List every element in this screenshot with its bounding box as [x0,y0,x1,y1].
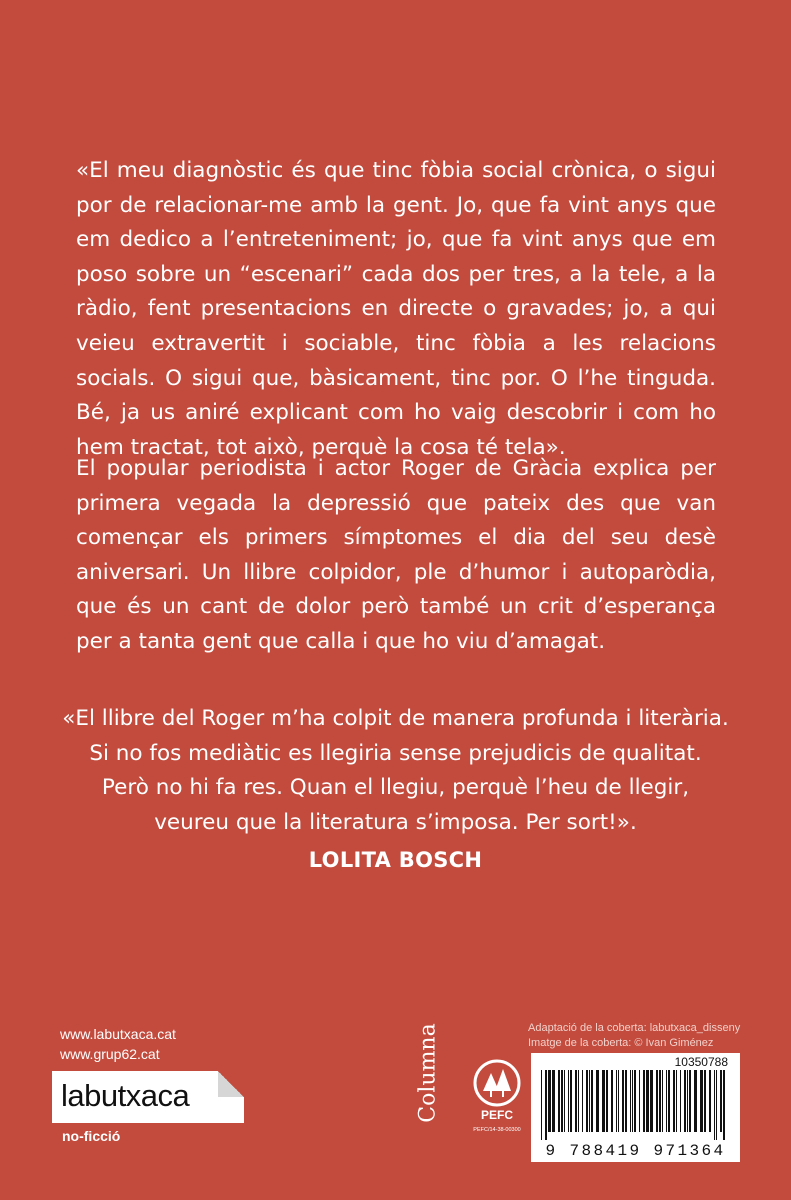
barcode-bar [704,1070,706,1132]
barcode-bar [723,1070,725,1140]
barcode-bar [611,1070,613,1132]
barcode-bar [666,1070,667,1132]
blurb-paragraph-2: El popular periodista i actor Roger de Gràcia explica per primera vegada la depressió que pateix des que van començar els primers símptomes el dia del seu desè aniversari. Un llibre colpidor, ple d’humor i autoparòdia, que és un cant de dolor però també un crit d’esperança per a tanta gent que calla i que ho viu d’amagat. [76,456,716,654]
review-quote [60,702,731,840]
barcode-bar [646,1070,649,1132]
review-line: «El llibre del Roger m’ha colpit de manera profunda i literària. [62,706,729,731]
barcode-bar [618,1070,619,1132]
barcode-bar [561,1070,563,1132]
review-line: Si no fos mediàtic es llegiria sense prejudicis de qualitat. [89,740,702,766]
barcode-bar [564,1070,565,1132]
pefc-certification [469,1059,525,1139]
barcode-bar [575,1070,577,1132]
barcode-bar [630,1070,631,1132]
collection-label: no-ficció [62,1128,121,1144]
pefc-ring-icon [475,1061,519,1105]
barcode-bar [709,1070,711,1132]
pefc-label: PEFC [480,1108,514,1122]
cover-image-credit: Imatge de la coberta: © Ivan Giménez [528,1037,714,1049]
barcode-bar [643,1070,645,1132]
blurb-paragraph-1: «El meu diagnòstic és que tinc fòbia social crònica, o sigui por de relacionar-me amb la gent. Jo, que fa vint anys que em dedico a l’entreteniment; jo, que fa vint anys que em poso sobre un “escenari” cada dos per tres, a la tele, a la ràdio, fent presentacions en directe o gravades; jo, a qui veieu extravertit i sociable, tinc fòbia a les relacions socials. O sigui que, bàsicament, tinc por. O l’he tinguda. Bé, ja us aniré explicant com ho vaig descobrir i com ho hem tractat, tot això, perquè la cosa té tela». [76,158,716,460]
barcode-bar [659,1070,661,1132]
barcode-bar [582,1070,583,1132]
barcode-bar [680,1070,681,1132]
barcode-bar [602,1070,605,1132]
barcode-bar [591,1070,593,1132]
barcode-bar [568,1070,569,1132]
barcode-bar [586,1070,588,1132]
barcode-bar [548,1070,551,1132]
barcode-bar [558,1070,560,1132]
barcode-bars [539,1070,732,1140]
isbn-barcode [531,1053,740,1162]
barcode-bar [694,1070,697,1132]
barcode-bar [689,1070,691,1132]
barcode-bar [634,1070,636,1132]
barcode-bar [578,1070,579,1132]
barcode-bar [570,1070,572,1132]
barcode-bar [541,1070,542,1140]
barcode-ref-number: 10350788 [674,1055,728,1069]
barcode-bar [596,1070,599,1132]
barcode-bar [687,1070,688,1132]
review-author: LOLITA BOSCH [308,848,483,872]
barcode-bar [639,1070,640,1132]
barcode-bar [716,1070,717,1140]
pefc-code: PEFC/14-38-00300 [473,1127,521,1133]
barcode-bar [625,1070,627,1132]
barcode-bar [545,1070,547,1140]
logo-text: labutxaca [61,1078,190,1113]
barcode-bar [720,1070,722,1132]
barcode-bar [650,1070,653,1132]
barcode-bar [676,1070,677,1132]
website-link-labutxaca[interactable]: www.labutxaca.cat [60,1026,176,1042]
barcode-bar [668,1070,670,1132]
tree-icon [483,1069,511,1097]
review-line: veureu que la literatura s’imposa. Per sort!». [154,809,637,835]
cover-design-credit: Adaptació de la coberta: labutxaca_disseny [528,1022,741,1034]
barcode-bar [616,1070,617,1132]
barcode-bar [552,1070,555,1132]
barcode-bar [656,1070,658,1132]
barcode-bar [684,1070,686,1132]
barcode-bar [714,1070,715,1140]
barcode-bar [632,1070,633,1132]
website-link-grup62[interactable]: www.grup62.cat [60,1046,160,1062]
barcode-bar [622,1070,624,1132]
barcode-bar [700,1070,703,1132]
publisher-name: Columna [415,1023,441,1123]
page-curl-icon [218,1071,244,1097]
review-line: Però no hi fa res. Quan el llegiu, perquè l’heu de llegir, [101,775,690,801]
isbn-digits: 9 788419 971364 [545,1142,726,1160]
barcode-bar [589,1070,590,1132]
barcode-bar [662,1070,663,1132]
barcode-bar [673,1070,675,1132]
barcode-bar [606,1070,608,1132]
labutxaca-logo [52,1071,244,1123]
